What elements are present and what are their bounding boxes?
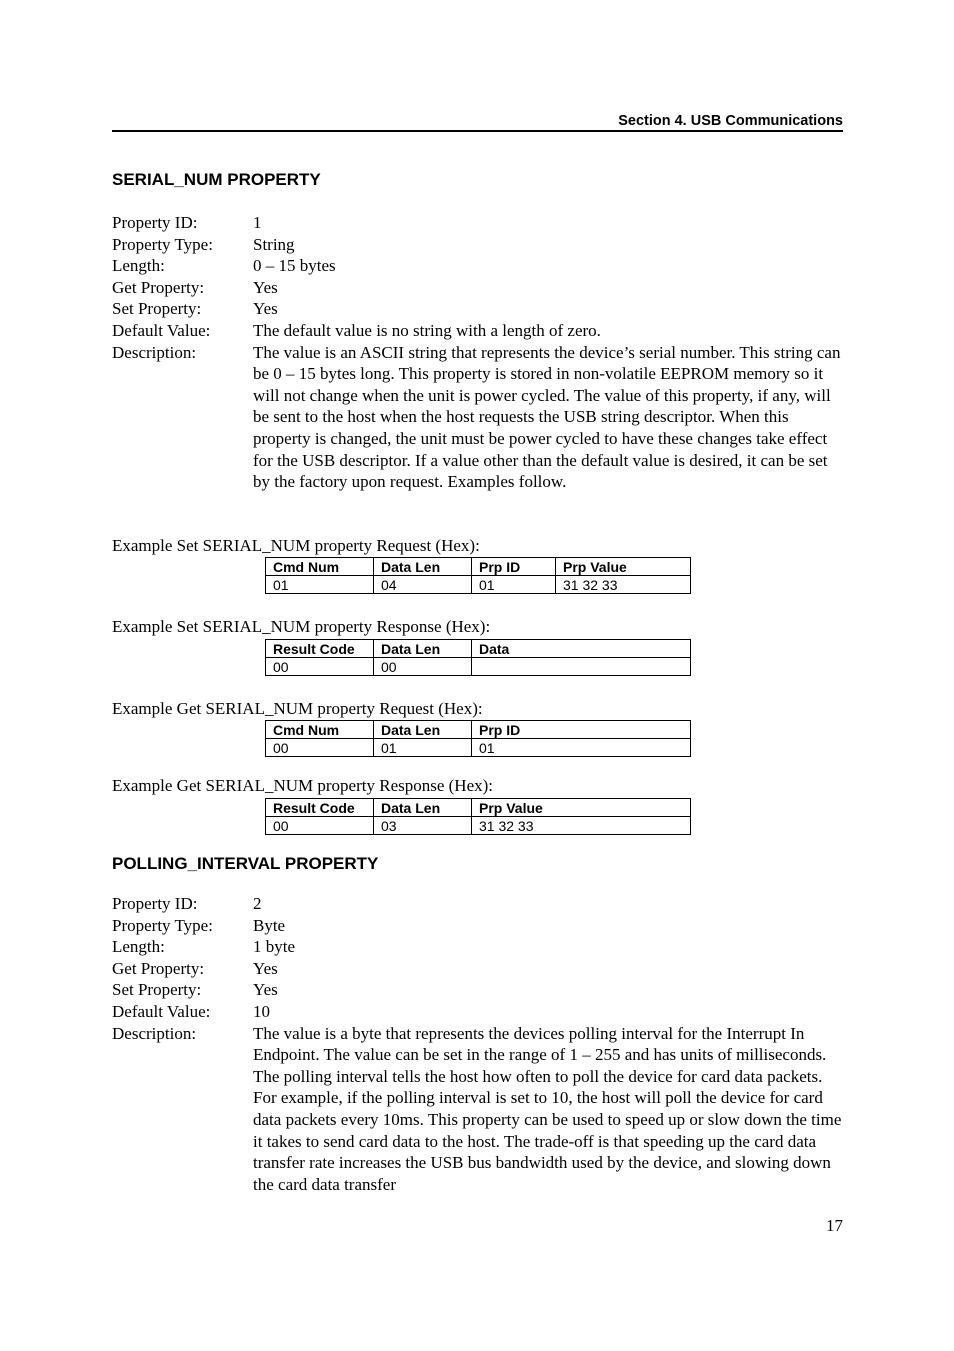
polling-interval-heading: POLLING_INTERVAL PROPERTY [112,854,379,873]
property-row [112,234,844,256]
table-cell: 01 [374,739,472,757]
property-value: 10 [253,1001,270,1021]
example-table-set-response [265,639,691,676]
property-value: 2 [253,894,262,913]
property-label: Default Value: [112,1001,211,1021]
table-header-cell: Result Code [266,799,374,817]
property-row [112,342,844,493]
table-cell: 00 [374,658,472,676]
table-header-cell: Data Len [374,721,472,739]
table-cell: 04 [374,576,472,594]
table-header-row [266,558,691,576]
property-label: Set Property: [112,299,202,319]
property-label: Property ID: [112,894,198,913]
property-label: Get Property: [112,958,205,978]
table-header-cell: Prp ID [472,558,556,576]
table-header-cell: Prp Value [472,799,691,817]
property-label: Get Property: [112,277,205,297]
property-row [112,1023,844,1196]
table-header-cell: Prp ID [472,721,691,739]
example-caption: Example Get SERIAL_NUM property Response (Hex): [112,776,494,795]
property-row [112,958,844,980]
table-header-cell: Cmd Num [266,721,374,739]
table-header-row [266,640,691,658]
property-row [112,936,844,958]
property-value: String [253,234,295,254]
table-cell: 01 [472,576,556,594]
example-caption: Example Set SERIAL_NUM property Response (Hex): [112,617,491,636]
property-label: Property Type: [112,234,213,254]
table-cell: 01 [472,739,691,757]
property-row [112,979,844,1001]
property-label: Set Property: [112,980,202,1000]
table-cell [472,658,691,676]
table-cell: 31 32 33 [472,817,691,835]
property-value: 0 – 15 bytes [253,256,336,276]
property-label: Description: [112,1023,197,1043]
property-value: Byte [253,915,286,935]
example-caption: Example Get SERIAL_NUM property Request (Hex): [112,699,483,718]
table-header-cell: Result Code [266,640,374,658]
example-table-get-response [265,798,691,835]
page-number: 17 [826,1216,843,1235]
table-header-cell: Cmd Num [266,558,374,576]
table-cell: 00 [266,658,374,676]
table-cell: 31 32 33 [556,576,691,594]
example-caption: Example Set SERIAL_NUM property Request (Hex): [112,536,480,555]
table-header-cell: Data Len [374,799,472,817]
table-row [266,739,691,757]
property-description: The value is an ASCII string that represents the device’s serial number. This string can be 0 – 15 bytes long. This property is stored in non-volatile EEPROM memory so it will not change when the unit is power cycled. The value of this property, if any, will be sent to the host when the host requests the USB string descriptor. When this property is changed, the unit must be power cycled to have these changes take effect for the USB descriptor. If a value other than the default value is desired, it can be set by the factory upon request. Examples follow. [253,342,841,492]
property-label: Property Type: [112,915,213,935]
property-row [112,915,844,937]
table-header-row [266,799,691,817]
property-value: Yes [253,980,278,1000]
property-label: Length: [112,256,165,276]
running-header: Section 4. USB Communications [112,112,843,132]
property-label: Default Value: [112,320,211,340]
property-value: 1 [253,213,262,232]
property-label: Length: [112,937,165,957]
property-row [112,298,844,320]
property-row [112,212,844,234]
serial-num-heading: SERIAL_NUM PROPERTY [112,170,321,189]
example-table-set-request [265,557,691,594]
table-header-cell: Prp Value [556,558,691,576]
property-row [112,893,844,915]
property-value: Yes [253,277,278,297]
property-row [112,1001,844,1023]
example-table-get-request [265,720,691,757]
property-label: Property ID: [112,213,198,232]
table-header-row [266,721,691,739]
table-header-cell: Data Len [374,558,472,576]
table-cell: 00 [266,817,374,835]
property-description: The value is a byte that represents the devices polling interval for the Interrupt In Endpoint. The value can be set in the range of 1 – 255 and has units of milliseconds. The polling interval tells the host how often to poll the device for card data packets. For example, if the polling interval is set to 10, the host will poll the device for card data packets every 10ms. This property can be used to speed up or slow down the time it takes to send card data to the host. The trade-off is that speeding up the card data transfer rate increases the USB bus bandwidth used by the device, and slowing down the card data transfer [253,1023,842,1194]
property-value: Yes [253,299,278,319]
property-value: Yes [253,958,278,978]
table-row [266,576,691,594]
property-label: Description: [112,342,197,362]
table-row [266,658,691,676]
table-header-cell: Data [472,640,691,658]
serial-num-properties [112,212,844,493]
table-header-cell: Data Len [374,640,472,658]
property-value: The default value is no string with a length of zero. [253,320,601,340]
property-row [112,320,844,342]
polling-interval-properties [112,893,844,1195]
table-cell: 03 [374,817,472,835]
table-row [266,817,691,835]
property-row [112,277,844,299]
property-row [112,255,844,277]
property-value: 1 byte [253,937,296,957]
table-cell: 01 [266,576,374,594]
table-cell: 00 [266,739,374,757]
